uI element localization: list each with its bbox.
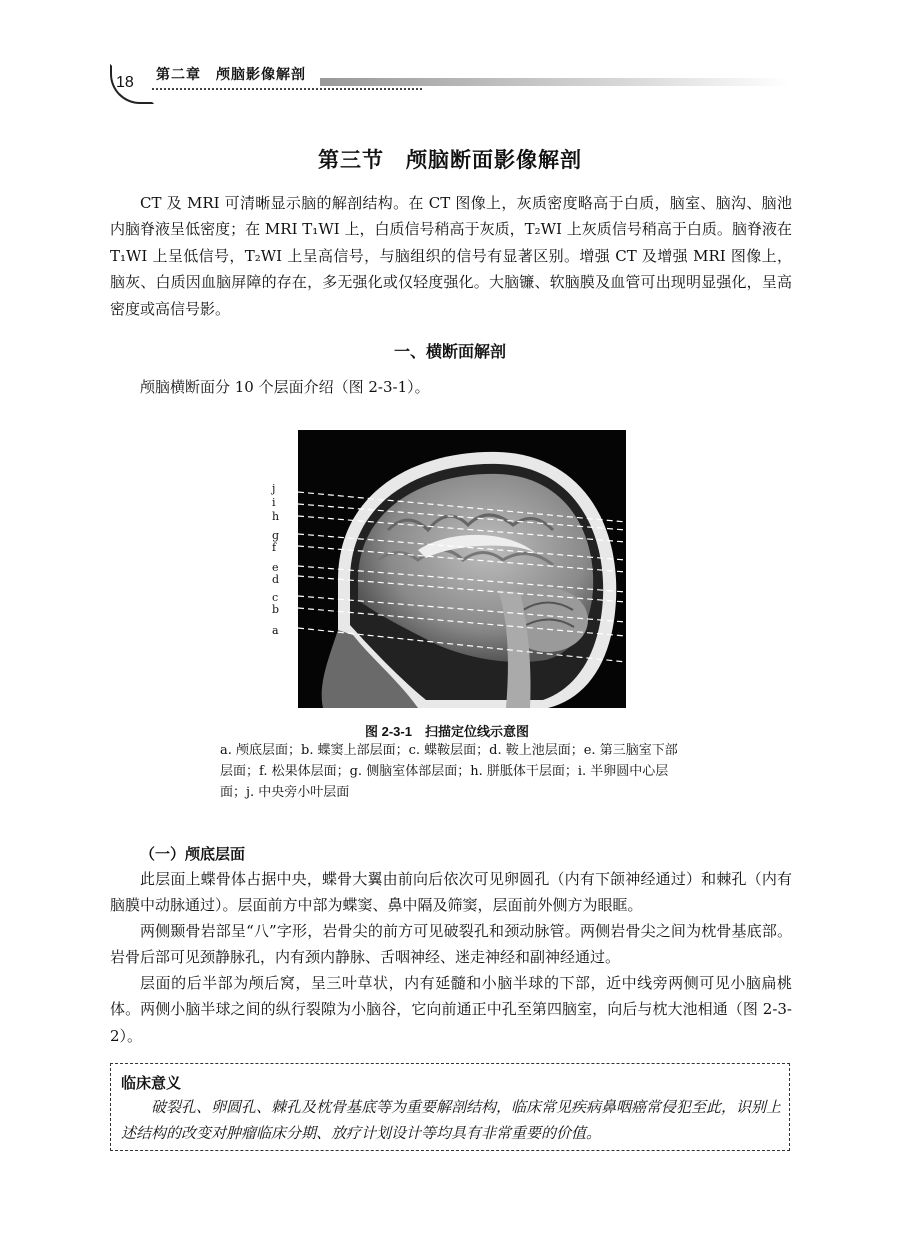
page-number: 18 <box>116 74 134 91</box>
section-title: 第三节 颅脑断面影像解剖 <box>318 148 582 172</box>
scan-label-b: b <box>272 603 280 616</box>
subsection-intro: 颅脑横断面分 10 个层面介绍（图 2-3-1）。 <box>140 378 430 396</box>
clinical-box-title: 临床意义 <box>121 1075 182 1092</box>
body-paragraph: 两侧颞骨岩部呈“八”字形，岩骨尖的前方可见破裂孔和颈动脉管。两侧岩骨尖之间为枕骨基底部。岩骨后部可见颈静脉孔，内有颈内静脉、舌咽神经、迷走神经和副神经通过。 <box>110 922 792 967</box>
clinical-significance-box <box>110 1063 790 1151</box>
scan-label-j: j <box>272 482 276 495</box>
intro-paragraph: CT 及 MRI 可清晰显示脑的解剖结构。在 CT 图像上，灰质密度略高于白质，脑室、脑沟、脑池内脑脊液呈低密度；在 MRI T₁WI 上，白质信号稍高于灰质，T₂WI 上灰质信号稍高于白质。脑脊液在 T₁WI 上呈低信号，T₂WI 上呈高信号，与脑组织的信号有显著区别。增强 CT 及增强 MRI 图像上，脑灰、白质因血脑屏障的存在，多无强化或仅轻度强化。大脑镰、软脑膜及血管可出现明显强化，呈高密度或高信号影。 <box>110 194 792 318</box>
mri-illustration <box>298 430 626 708</box>
chapter-title: 第二章 颅脑影像解剖 <box>156 66 306 82</box>
scan-label-i: i <box>272 496 276 509</box>
header-dotted-rule <box>152 88 422 90</box>
subsection-title: 一、横断面解剖 <box>393 342 506 361</box>
scan-label-d: d <box>272 573 280 586</box>
body-paragraph: 此层面上蝶骨体占据中央，蝶骨大翼由前向后依次可见卵圆孔（内有下颌神经通过）和棘孔（内有脑膜中动脉通过）。层面前方中部为蝶窦、鼻中隔及筛窦，层面前外侧方为眼眶。 <box>110 870 792 915</box>
scan-label-a: a <box>272 624 279 637</box>
scan-label-g: g <box>272 529 280 542</box>
running-header <box>110 64 790 104</box>
figure-caption-text: a. 颅底层面；b. 蝶窦上部层面；c. 蝶鞍层面；d. 鞍上池层面；e. 第三脑室下部层面；f. 松果体层面；g. 侧脑室体部层面；h. 胼胝体干层面；i. 半卵圆中心层面；j. 中央旁小叶层面 <box>220 743 678 800</box>
scan-label-h: h <box>272 510 280 523</box>
scan-label-e: e <box>272 561 279 574</box>
scan-label-c: c <box>272 591 279 604</box>
header-gradient-bar <box>320 78 790 86</box>
part-title: （一）颅底层面 <box>140 846 246 863</box>
scan-label-f: f <box>272 541 277 554</box>
body-paragraph: 层面的后半部为颅后窝，呈三叶草状，内有延髓和小脑半球的下部，近中线旁两侧可见小脑扁桃体。两侧小脑半球之间的纵行裂隙为小脑谷，它向前通正中孔至第四脑室，向后与枕大池相通（图 2-3-2）。 <box>110 974 792 1045</box>
clinical-box-text: 破裂孔、卵圆孔、棘孔及枕骨基底等为重要解剖结构，临床常见疾病鼻咽癌常侵犯至此，识别上述结构的改变对肿瘤临床分期、放疗计划设计等均具有非常重要的价值。 <box>121 1098 782 1142</box>
figure-caption-title: 图 2-3-1 扫描定位线示意图 <box>365 724 529 739</box>
sagittal-mri-image <box>298 430 626 708</box>
